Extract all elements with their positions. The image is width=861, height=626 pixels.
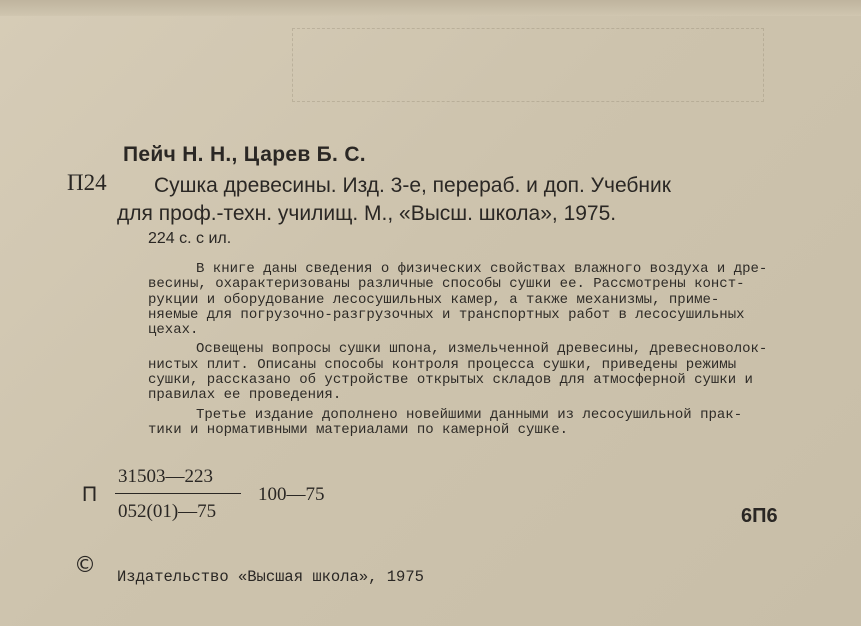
annotation-line: В книге даны сведения о физических свойствах влажного воздуха и дре- xyxy=(196,261,768,277)
annotation-line: рукции и оборудование лесосушильных камер, а также механизмы, приме- xyxy=(148,291,720,308)
bibliographic-reference xyxy=(117,172,804,228)
reference-line-2: для проф.-техн. училищ. М., «Высш. школа», 1975. xyxy=(117,202,617,225)
p-code: П xyxy=(82,483,98,506)
reference-line-1: Сушка древесины. Изд. 3-е, перераб. и доп. Учебник xyxy=(154,174,671,197)
faded-stamp-area xyxy=(292,28,764,102)
catalog-code: 6П6 xyxy=(741,505,778,527)
annotation-paragraph xyxy=(100,262,810,338)
annotation-line: няемые для погрузочно-разгрузочных и транспортных работ в лесосушильных xyxy=(148,306,745,323)
annotation-paragraph xyxy=(100,408,810,439)
publisher-line: Издательство «Высшая школа», 1975 xyxy=(117,568,424,586)
annotation-line: весины, охарактеризованы различные способы сушки ее. Рассмотрены конст- xyxy=(148,276,745,293)
annotation-line: тики и нормативными материалами по камерной сушке. xyxy=(148,421,569,438)
annotation-line: Третье издание дополнено новейшими данными из лесосушильной прак- xyxy=(196,406,743,423)
fraction-numerator: 31503—223 xyxy=(118,466,213,487)
copyright-icon: © xyxy=(74,553,96,578)
annotation-line: сушки, рассказано об устройстве открытых складов для атмосферной сушки и xyxy=(148,372,753,389)
fraction-bar xyxy=(115,493,241,494)
annotation-line: цехах. xyxy=(148,322,199,339)
annotation xyxy=(100,262,810,442)
fraction-denominator: 052(01)—75 xyxy=(118,501,217,522)
authors: Пейч Н. Н., Царев Б. С. xyxy=(123,143,366,166)
page-top-edge xyxy=(0,0,861,16)
annotation-line: правилах ее проведения. xyxy=(148,387,342,404)
library-index: П24 xyxy=(67,170,107,195)
annotation-line: нистых плит. Описаны способы контроля процесса сушки, приведены режимы xyxy=(148,356,737,373)
price-code: 100—75 xyxy=(258,484,325,505)
annotation-paragraph xyxy=(100,342,810,403)
page-count: 224 с. с ил. xyxy=(148,230,232,247)
annotation-line: Освещены вопросы сушки шпона, измельченной древесины, древесноволок- xyxy=(196,341,768,358)
